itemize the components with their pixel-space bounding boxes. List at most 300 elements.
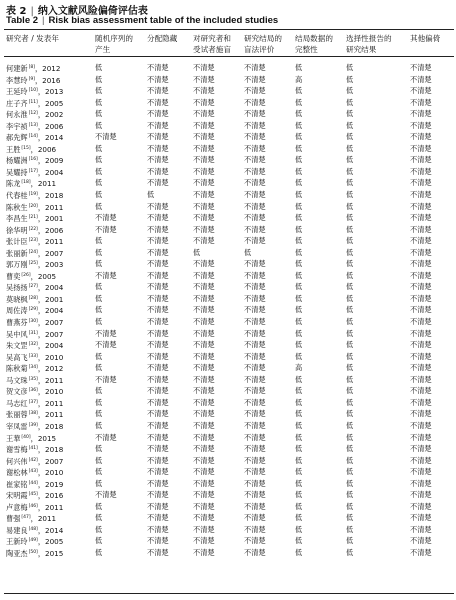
risk-rating: 低 <box>95 247 103 257</box>
risk-rating: 不清楚 <box>244 282 266 292</box>
citation-separator: ， <box>37 468 46 478</box>
column-header-line: 受试者施盲 <box>193 44 231 54</box>
study-year: 2007 <box>45 318 64 328</box>
risk-rating: 低 <box>295 455 303 465</box>
risk-rating: 低 <box>95 120 103 130</box>
study-author: 宋明霞 <box>6 491 28 501</box>
risk-rating: 不清楚 <box>147 490 169 500</box>
table-row <box>0 304 456 316</box>
risk-rating: 不清楚 <box>410 467 432 477</box>
risk-rating: 不清楚 <box>410 178 432 188</box>
reference-number: [8] <box>28 65 35 70</box>
citation-separator: ， <box>37 283 46 293</box>
study-author: 莫晓枫 <box>6 294 28 304</box>
risk-rating: 不清楚 <box>193 374 215 384</box>
caption-cn-title: 纳入文献风险偏倚评估表 <box>37 6 148 17</box>
risk-rating: 低 <box>346 201 354 211</box>
risk-rating: 低 <box>95 201 103 211</box>
reference-number: [26] <box>21 272 31 278</box>
risk-rating: 低 <box>346 97 354 107</box>
study-year: 2006 <box>45 121 64 131</box>
risk-rating: 不清楚 <box>244 270 266 280</box>
risk-rating: 低 <box>295 270 303 280</box>
risk-rating: 低 <box>95 397 103 407</box>
risk-rating: 不清楚 <box>147 328 169 338</box>
study-year: 2007 <box>45 329 64 339</box>
risk-rating: 不清楚 <box>244 420 266 430</box>
risk-rating: 低 <box>95 74 103 84</box>
citation-separator: ， <box>37 537 46 547</box>
risk-rating: 不清楚 <box>95 340 117 350</box>
risk-rating: 不清楚 <box>147 386 169 396</box>
reference-number: [48] <box>28 526 38 532</box>
risk-rating: 不清楚 <box>244 317 266 327</box>
risk-rating: 低 <box>295 178 303 188</box>
reference-number: [28] <box>28 295 38 301</box>
risk-rating: 不清楚 <box>410 143 432 153</box>
study-year: 2014 <box>45 133 64 143</box>
risk-rating: 不清楚 <box>410 374 432 384</box>
column-header <box>295 34 333 55</box>
risk-rating: 不清楚 <box>193 109 215 119</box>
risk-rating: 低 <box>295 547 303 557</box>
risk-rating: 不清楚 <box>244 305 266 315</box>
risk-rating: 低 <box>295 213 303 223</box>
risk-rating: 不清楚 <box>147 397 169 407</box>
reference-number: [45] <box>28 492 38 498</box>
study-year: 2007 <box>45 456 64 466</box>
risk-rating: 低 <box>346 340 354 350</box>
table-row <box>0 108 456 120</box>
risk-rating: 不清楚 <box>410 120 432 130</box>
table-row <box>0 120 456 132</box>
study-year: 2011 <box>37 179 57 189</box>
risk-rating: 低 <box>295 524 303 534</box>
table-row <box>0 432 456 444</box>
risk-rating: 不清楚 <box>147 513 169 523</box>
study-author: 郭万刚 <box>6 260 28 270</box>
study-author: 曹奕 <box>6 271 21 281</box>
risk-rating: 不清楚 <box>244 213 266 223</box>
risk-rating: 不清楚 <box>147 132 169 142</box>
risk-rating: 不清楚 <box>244 86 266 96</box>
risk-rating: 低 <box>295 259 303 269</box>
caption-cn-label: 表 2 <box>6 6 27 17</box>
risk-rating: 低 <box>346 397 354 407</box>
risk-rating: 低 <box>95 363 103 373</box>
risk-rating: 不清楚 <box>244 224 266 234</box>
risk-rating: 不清楚 <box>193 293 215 303</box>
risk-rating: 不清楚 <box>193 63 215 72</box>
study-year: 2006 <box>45 225 64 235</box>
table-row <box>0 224 456 236</box>
table-row <box>0 489 456 501</box>
risk-rating: 低 <box>346 524 354 534</box>
column-header-line: 研究者 / 发表年 <box>6 34 59 43</box>
reference-number: [46] <box>28 503 38 509</box>
table-row <box>0 293 456 305</box>
study-author: 谢松林 <box>6 468 28 478</box>
risk-rating: 低 <box>346 478 354 488</box>
reference-number: [44] <box>28 480 38 486</box>
risk-rating: 低 <box>95 97 103 107</box>
risk-rating: 低 <box>95 478 103 488</box>
citation-separator: ， <box>37 87 46 97</box>
risk-rating: 不清楚 <box>147 317 169 327</box>
reference-number: [31] <box>28 330 38 336</box>
risk-rating: 不清楚 <box>410 547 432 557</box>
risk-rating: 低 <box>295 190 303 200</box>
risk-rating: 不清楚 <box>244 143 266 153</box>
reference-number: [10] <box>28 88 38 94</box>
risk-rating: 低 <box>346 270 354 280</box>
risk-rating: 低 <box>295 420 303 430</box>
study-year: 2011 <box>45 502 64 512</box>
table-row <box>0 131 456 143</box>
risk-rating: 不清楚 <box>410 259 432 269</box>
risk-rating: 不清楚 <box>147 259 169 269</box>
risk-rating: 不清楚 <box>193 155 215 165</box>
risk-rating: 不清楚 <box>410 166 432 176</box>
risk-rating: 不清楚 <box>193 224 215 234</box>
reference-number: [35] <box>28 376 38 382</box>
study-year: 2004 <box>45 341 64 351</box>
risk-rating: 不清楚 <box>244 109 266 119</box>
reference-number: [24] <box>28 249 38 255</box>
risk-rating: 不清楚 <box>244 363 266 373</box>
risk-rating: 低 <box>346 74 354 84</box>
risk-rating: 不清楚 <box>95 328 117 338</box>
study-citation <box>6 547 63 560</box>
study-year: 2005 <box>45 537 64 547</box>
risk-rating: 低 <box>295 236 303 246</box>
study-author: 吴高飞 <box>6 352 28 362</box>
risk-rating: 不清楚 <box>244 547 266 557</box>
risk-rating: 不清楚 <box>244 455 266 465</box>
study-author: 陶亚杰 <box>6 548 28 558</box>
study-author: 吴中风 <box>6 329 28 339</box>
risk-rating: 低 <box>346 166 354 176</box>
study-author: 王新玲 <box>6 537 28 547</box>
risk-rating: 不清楚 <box>410 236 432 246</box>
risk-rating: 不清楚 <box>244 120 266 130</box>
risk-rating: 低 <box>346 490 354 500</box>
table-row <box>0 397 456 409</box>
risk-rating: 不清楚 <box>244 490 266 500</box>
reference-number: [17] <box>28 168 38 174</box>
risk-rating: 不清楚 <box>147 536 169 546</box>
risk-rating: 不清楚 <box>193 86 215 96</box>
risk-rating: 低 <box>346 536 354 546</box>
risk-rating: 低 <box>346 351 354 361</box>
study-author: 马文珠 <box>6 375 28 385</box>
table-row <box>0 143 456 155</box>
study-year: 2011 <box>45 410 64 420</box>
study-author: 郝先辉 <box>6 133 28 143</box>
study-author: 崔家铭 <box>6 479 28 489</box>
reference-number: [42] <box>28 457 38 463</box>
risk-rating: 不清楚 <box>244 259 266 269</box>
risk-rating: 低 <box>95 524 103 534</box>
risk-rating: 不清楚 <box>193 363 215 373</box>
table-body <box>0 62 456 559</box>
citation-separator: ， <box>37 121 46 131</box>
risk-rating: 低 <box>346 132 354 142</box>
column-header-line: 盲法评价 <box>244 44 275 54</box>
risk-rating: 不清楚 <box>410 201 432 211</box>
risk-rating: 低 <box>295 340 303 350</box>
risk-rating: 低 <box>295 86 303 96</box>
risk-rating: 不清楚 <box>193 455 215 465</box>
risk-rating: 不清楚 <box>147 432 169 442</box>
risk-rating: 不清楚 <box>193 305 215 315</box>
risk-rating: 不清楚 <box>193 351 215 361</box>
risk-rating: 不清楚 <box>410 409 432 419</box>
risk-rating: 不清楚 <box>410 132 432 142</box>
citation-separator: ， <box>37 375 46 385</box>
column-header <box>410 34 440 45</box>
risk-rating: 不清楚 <box>244 351 266 361</box>
risk-rating: 低 <box>95 143 103 153</box>
column-header <box>346 34 392 55</box>
risk-rating: 不清楚 <box>147 120 169 130</box>
table-row <box>0 235 456 247</box>
risk-rating: 不清楚 <box>410 317 432 327</box>
risk-rating: 不清楚 <box>244 397 266 407</box>
citation-separator: ， <box>37 98 46 108</box>
risk-rating: 低 <box>295 97 303 107</box>
citation-separator: ， <box>34 75 43 85</box>
risk-rating: 不清楚 <box>244 236 266 246</box>
risk-rating: 不清楚 <box>244 155 266 165</box>
risk-rating: 不清楚 <box>193 201 215 211</box>
risk-rating: 不清楚 <box>193 397 215 407</box>
risk-rating: 低 <box>346 363 354 373</box>
study-year: 2011 <box>45 237 64 247</box>
study-year: 2009 <box>45 156 64 166</box>
risk-rating: 不清楚 <box>244 178 266 188</box>
risk-rating: 低 <box>244 247 252 257</box>
risk-rating: 不清楚 <box>147 86 169 96</box>
risk-rating: 低 <box>95 455 103 465</box>
reference-number: [30] <box>28 319 38 325</box>
risk-rating: 低 <box>95 63 103 72</box>
risk-rating: 低 <box>193 247 201 257</box>
risk-rating: 低 <box>346 155 354 165</box>
risk-rating: 不清楚 <box>147 109 169 119</box>
citation-separator: ， <box>37 329 46 339</box>
table-row <box>0 443 456 455</box>
reference-number: [39] <box>28 422 38 428</box>
study-year: 2002 <box>45 110 64 120</box>
risk-rating: 不清楚 <box>147 351 169 361</box>
risk-rating: 低 <box>295 397 303 407</box>
citation-separator: ， <box>37 110 46 120</box>
table-row <box>0 420 456 432</box>
risk-rating: 不清楚 <box>193 282 215 292</box>
risk-rating: 不清楚 <box>147 201 169 211</box>
reference-number: [19] <box>28 192 38 198</box>
citation-separator: ， <box>37 398 46 408</box>
risk-rating: 不清楚 <box>193 420 215 430</box>
risk-rating: 不清楚 <box>244 467 266 477</box>
risk-rating: 低 <box>346 247 354 257</box>
risk-rating: 不清楚 <box>147 74 169 84</box>
study-year: 2010 <box>45 468 64 478</box>
study-author: 马志红 <box>6 398 28 408</box>
column-header-line: 产生 <box>95 44 111 54</box>
risk-rating: 不清楚 <box>95 224 117 234</box>
study-year: 2001 <box>45 294 64 304</box>
table-row <box>0 177 456 189</box>
risk-rating: 不清楚 <box>193 501 215 511</box>
reference-number: [40] <box>21 434 31 440</box>
reference-number: [38] <box>28 411 38 417</box>
reference-number: [25] <box>28 261 38 267</box>
risk-rating: 低 <box>95 420 103 430</box>
study-year: 2010 <box>45 352 64 362</box>
risk-rating: 低 <box>346 444 354 454</box>
table-row <box>0 455 456 467</box>
risk-rating: 不清楚 <box>410 282 432 292</box>
column-header-line: 研究结局的 <box>244 34 282 43</box>
table-row <box>0 501 456 513</box>
risk-rating: 低 <box>295 247 303 257</box>
risk-rating: 不清楚 <box>244 444 266 454</box>
risk-rating: 不清楚 <box>147 478 169 488</box>
citation-separator: ， <box>37 548 46 558</box>
study-author: 谢雪梅 <box>6 445 28 455</box>
risk-rating: 低 <box>95 547 103 557</box>
column-header <box>95 34 133 55</box>
risk-rating: 不清楚 <box>147 224 169 234</box>
caption-separator: | <box>42 15 45 26</box>
column-header-line: 其他偏倚 <box>410 34 441 43</box>
risk-rating: 低 <box>346 455 354 465</box>
citation-separator: ， <box>30 179 38 189</box>
study-year: 2012 <box>45 364 64 374</box>
study-year: 2013 <box>45 87 64 97</box>
study-author: 陈秋菊 <box>6 364 28 374</box>
risk-rating: 不清楚 <box>193 97 215 107</box>
risk-rating: 不清楚 <box>410 328 432 338</box>
risk-rating: 低 <box>295 490 303 500</box>
risk-rating: 不清楚 <box>410 224 432 234</box>
table-row <box>0 362 456 374</box>
risk-rating: 不清楚 <box>410 397 432 407</box>
risk-rating: 低 <box>346 305 354 315</box>
citation-separator: ， <box>37 294 46 304</box>
risk-rating: 低 <box>295 293 303 303</box>
risk-rating: 不清楚 <box>193 409 215 419</box>
risk-rating: 不清楚 <box>147 97 169 107</box>
risk-rating: 不清楚 <box>193 120 215 130</box>
reference-number: [33] <box>28 353 38 359</box>
reference-number: [34] <box>28 365 38 371</box>
risk-rating: 低 <box>346 409 354 419</box>
risk-rating: 低 <box>295 328 303 338</box>
risk-rating: 不清楚 <box>410 513 432 523</box>
risk-rating: 不清楚 <box>410 155 432 165</box>
citation-separator: ， <box>37 248 46 258</box>
risk-rating: 不清楚 <box>147 213 169 223</box>
study-year: 2001 <box>45 214 64 224</box>
risk-rating: 不清楚 <box>410 213 432 223</box>
reference-number: [22] <box>28 226 38 232</box>
risk-rating: 不清楚 <box>244 524 266 534</box>
risk-rating: 不清楚 <box>410 247 432 257</box>
risk-rating: 不清楚 <box>410 536 432 546</box>
caption-en-label: Table 2 <box>6 15 39 26</box>
risk-rating: 不清楚 <box>147 340 169 350</box>
risk-rating: 不清楚 <box>244 132 266 142</box>
column-header-line: 分配隐藏 <box>147 34 178 43</box>
risk-rating: 不清楚 <box>410 386 432 396</box>
citation-separator: ， <box>37 341 46 351</box>
reference-number: [11] <box>28 99 38 105</box>
risk-rating: 不清楚 <box>193 444 215 454</box>
risk-rating: 低 <box>346 259 354 269</box>
reference-number: [29] <box>28 307 38 313</box>
citation-separator: ， <box>30 144 38 154</box>
reference-number: [12] <box>28 111 38 117</box>
citation-separator: ， <box>37 456 46 466</box>
study-year: 2011 <box>45 202 64 212</box>
citation-separator: ， <box>37 167 46 177</box>
risk-rating: 不清楚 <box>410 190 432 200</box>
risk-rating: 不清楚 <box>244 409 266 419</box>
risk-rating: 不清楚 <box>410 501 432 511</box>
risk-rating: 不清楚 <box>244 386 266 396</box>
risk-rating: 低 <box>295 155 303 165</box>
risk-rating: 不清楚 <box>410 74 432 84</box>
table-bottom-rule <box>4 593 454 594</box>
study-author: 贺文彦 <box>6 387 28 397</box>
study-year: 2015 <box>45 548 64 558</box>
risk-rating: 低 <box>346 282 354 292</box>
risk-rating: 低 <box>295 374 303 384</box>
risk-rating: 不清楚 <box>193 143 215 153</box>
risk-rating: 不清楚 <box>244 166 266 176</box>
reference-number: [14] <box>28 134 38 140</box>
risk-rating: 低 <box>295 120 303 130</box>
risk-rating: 低 <box>295 305 303 315</box>
study-author: 周佐涛 <box>6 306 28 316</box>
study-year: 2005 <box>37 271 57 281</box>
risk-rating: 不清楚 <box>193 340 215 350</box>
citation-separator: ， <box>37 318 46 328</box>
risk-rating: 低 <box>95 166 103 176</box>
study-year: 2005 <box>45 98 64 108</box>
risk-rating: 不清楚 <box>244 536 266 546</box>
risk-rating: 不清楚 <box>147 547 169 557</box>
risk-rating: 低 <box>95 513 103 523</box>
reference-number: [13] <box>28 122 38 128</box>
column-header-line: 对研究者和 <box>193 34 231 43</box>
risk-rating: 不清楚 <box>193 524 215 534</box>
study-year: 2010 <box>45 387 64 397</box>
column-header <box>147 34 177 45</box>
risk-rating: 低 <box>295 201 303 211</box>
column-header-line: 研究结果 <box>346 44 377 54</box>
table-row <box>0 270 456 282</box>
risk-rating: 不清楚 <box>193 213 215 223</box>
table-row <box>0 201 456 213</box>
risk-rating: 不清楚 <box>410 351 432 361</box>
risk-rating: 不清楚 <box>147 63 169 72</box>
risk-rating: 不清楚 <box>244 97 266 107</box>
risk-rating: 不清楚 <box>147 305 169 315</box>
